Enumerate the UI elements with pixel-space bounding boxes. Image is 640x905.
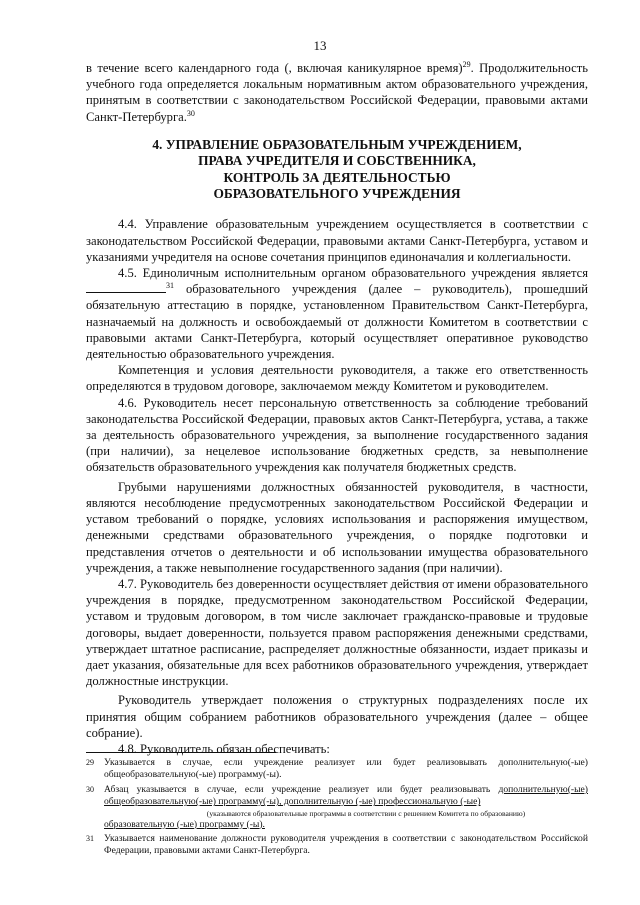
paragraph-approve: Руководитель утверждает положения о структурных подразделениях после их принятия общим собранием работников образовательного учреждения (далее – общее собрание). [86, 693, 588, 740]
paragraph-text: в течение всего календарного года (, включая каникулярное время) [86, 61, 463, 75]
footnote-rule [86, 752, 276, 753]
footnote-ref: 29 [462, 60, 471, 69]
paragraph-duration [86, 60, 588, 125]
footnote-underlined: образовательную (-ые) программу (-ы). [104, 818, 265, 830]
footnote-ref: 31 [166, 281, 174, 291]
paragraph-4-6: 4.6. Руководитель несет персональную ответственность за соблюдение требований законодательства Российской Федерации, правовых актов Санкт-Петербурга, устава, а также за деятельность образовательного учреждения, за выполнение государственного задания (при наличии), за нецелевое использование бюджетных средств, за невыполнение обязательств образовательного учреждения как получателя бюджетных средств. [86, 395, 588, 475]
heading-line: ПРАВА УЧРЕДИТЕЛЯ И СОБСТВЕННИКА, [198, 153, 476, 169]
footnote-number: 30 [86, 784, 94, 794]
footnote-note: (указываются образовательные программы в соответствии с решением Комитета по образованию) [206, 808, 526, 818]
heading-line: 4. УПРАВЛЕНИЕ ОБРАЗОВАТЕЛЬНЫМ УЧРЕЖДЕНИЕМ, [152, 136, 522, 152]
paragraph-4-4: 4.4. Управление образовательным учреждением осуществляется в соответствии с законодательством Российской Федерации, правовыми актами Санкт-Петербурга, уставом и указаниями учредителя на основе сочетания принципов единоначалия и коллегиальности. [86, 217, 588, 264]
footnote-number: 31 [86, 834, 94, 844]
heading-line: КОНТРОЛЬ ЗА ДЕЯТЕЛЬНОСТЬЮ [223, 169, 451, 185]
footnote-text: Указывается наименование должности руководителя учреждения в соответствии с законодательством Российской Федерации, правовыми актами Санкт-Петербурга. [104, 833, 588, 857]
paragraph-text: . Продолжительность учебного года определяется локальным нормативным актом образовательного учреждения, принятым в соответствии с законодательством Российской Федерации, правовыми актами Санкт-Петербурга. [86, 61, 588, 124]
footnote-29 [86, 757, 588, 782]
footnotes [86, 752, 588, 860]
footnote-underlined: дополнительную(-ые) общеобразовательную(-ые) программу(-ы), дополнительную (-ые) профессиональную (-ые) [104, 783, 588, 808]
heading-line: ОБРАЗОВАТЕЛЬНОГО УЧРЕЖДЕНИЯ [213, 186, 461, 202]
paragraph-text: образовательного учреждения (далее – руководитель), прошедший обязательную аттестацию в порядке, установленном Правительством Санкт-Петербурга, назначаемый на должность и освобождаемый от должности Комитетом в соответствии с правовыми актами Санкт-Петербурга, который осуществляет оперативное руководство деятельностью образовательного учреждения. [86, 282, 588, 362]
document-body [86, 60, 588, 757]
blank-line [86, 282, 166, 293]
footnote-text-part: Абзац указывается в случае, если учреждение реализует или будет реализовывать [104, 783, 491, 795]
paragraph-4-7: 4.7. Руководитель без доверенности осуществляет действия от имени образовательного учреждения в порядке, предусмотренном законодательством Российской Федерации, уставом и трудовым договором, в том числе заключает гражданско-правовые и трудовые договоры, выдает доверенности, пользуется правом распоряжения денежными средствами, утверждает штатное расписание, распределяет должностные обязанности, издает приказы и дает указания, обязательные для всех работников образовательного учреждения, утверждает должностные инструкции. [86, 576, 588, 689]
footnote-ref: 30 [186, 108, 195, 118]
paragraph-competence: Компетенция и условия деятельности руководителя, а также его ответственность определяются в трудовом договоре, заключаемом между Комитетом и руководителем. [86, 363, 588, 394]
section-heading [86, 137, 588, 203]
paragraph-4-5 [86, 265, 588, 362]
paragraph-4-8: 4.8. Руководитель обязан обеспечивать: [118, 741, 330, 756]
paragraph-text: 4.5. Единоличным исполнительным органом образовательного учреждения является [118, 266, 588, 281]
footnote-31 [86, 833, 588, 858]
page-number: 13 [313, 38, 327, 53]
footnote-number: 29 [86, 758, 94, 767]
footnote-text [104, 784, 588, 831]
footnote-30 [86, 784, 588, 831]
footnote-text: Указывается в случае, если учреждение реализует или будет реализовывать дополнительную(-ые) общеобразовательную(-ые) программу(-ы). [104, 757, 588, 781]
paragraph-gross-violations: Грубыми нарушениями должностных обязанностей руководителя, в частности, являются несоблюдение предусмотренных законодательством Российской Федерации и уставом требований о порядке, условиях использования и распоряжения имуществом, денежными средствами образовательного учреждения, о порядке подготовки и представления отчетов о деятельности и об использовании имущества образовательного учреждения, а также невыполнение государственного задания (при наличии). [86, 479, 588, 575]
